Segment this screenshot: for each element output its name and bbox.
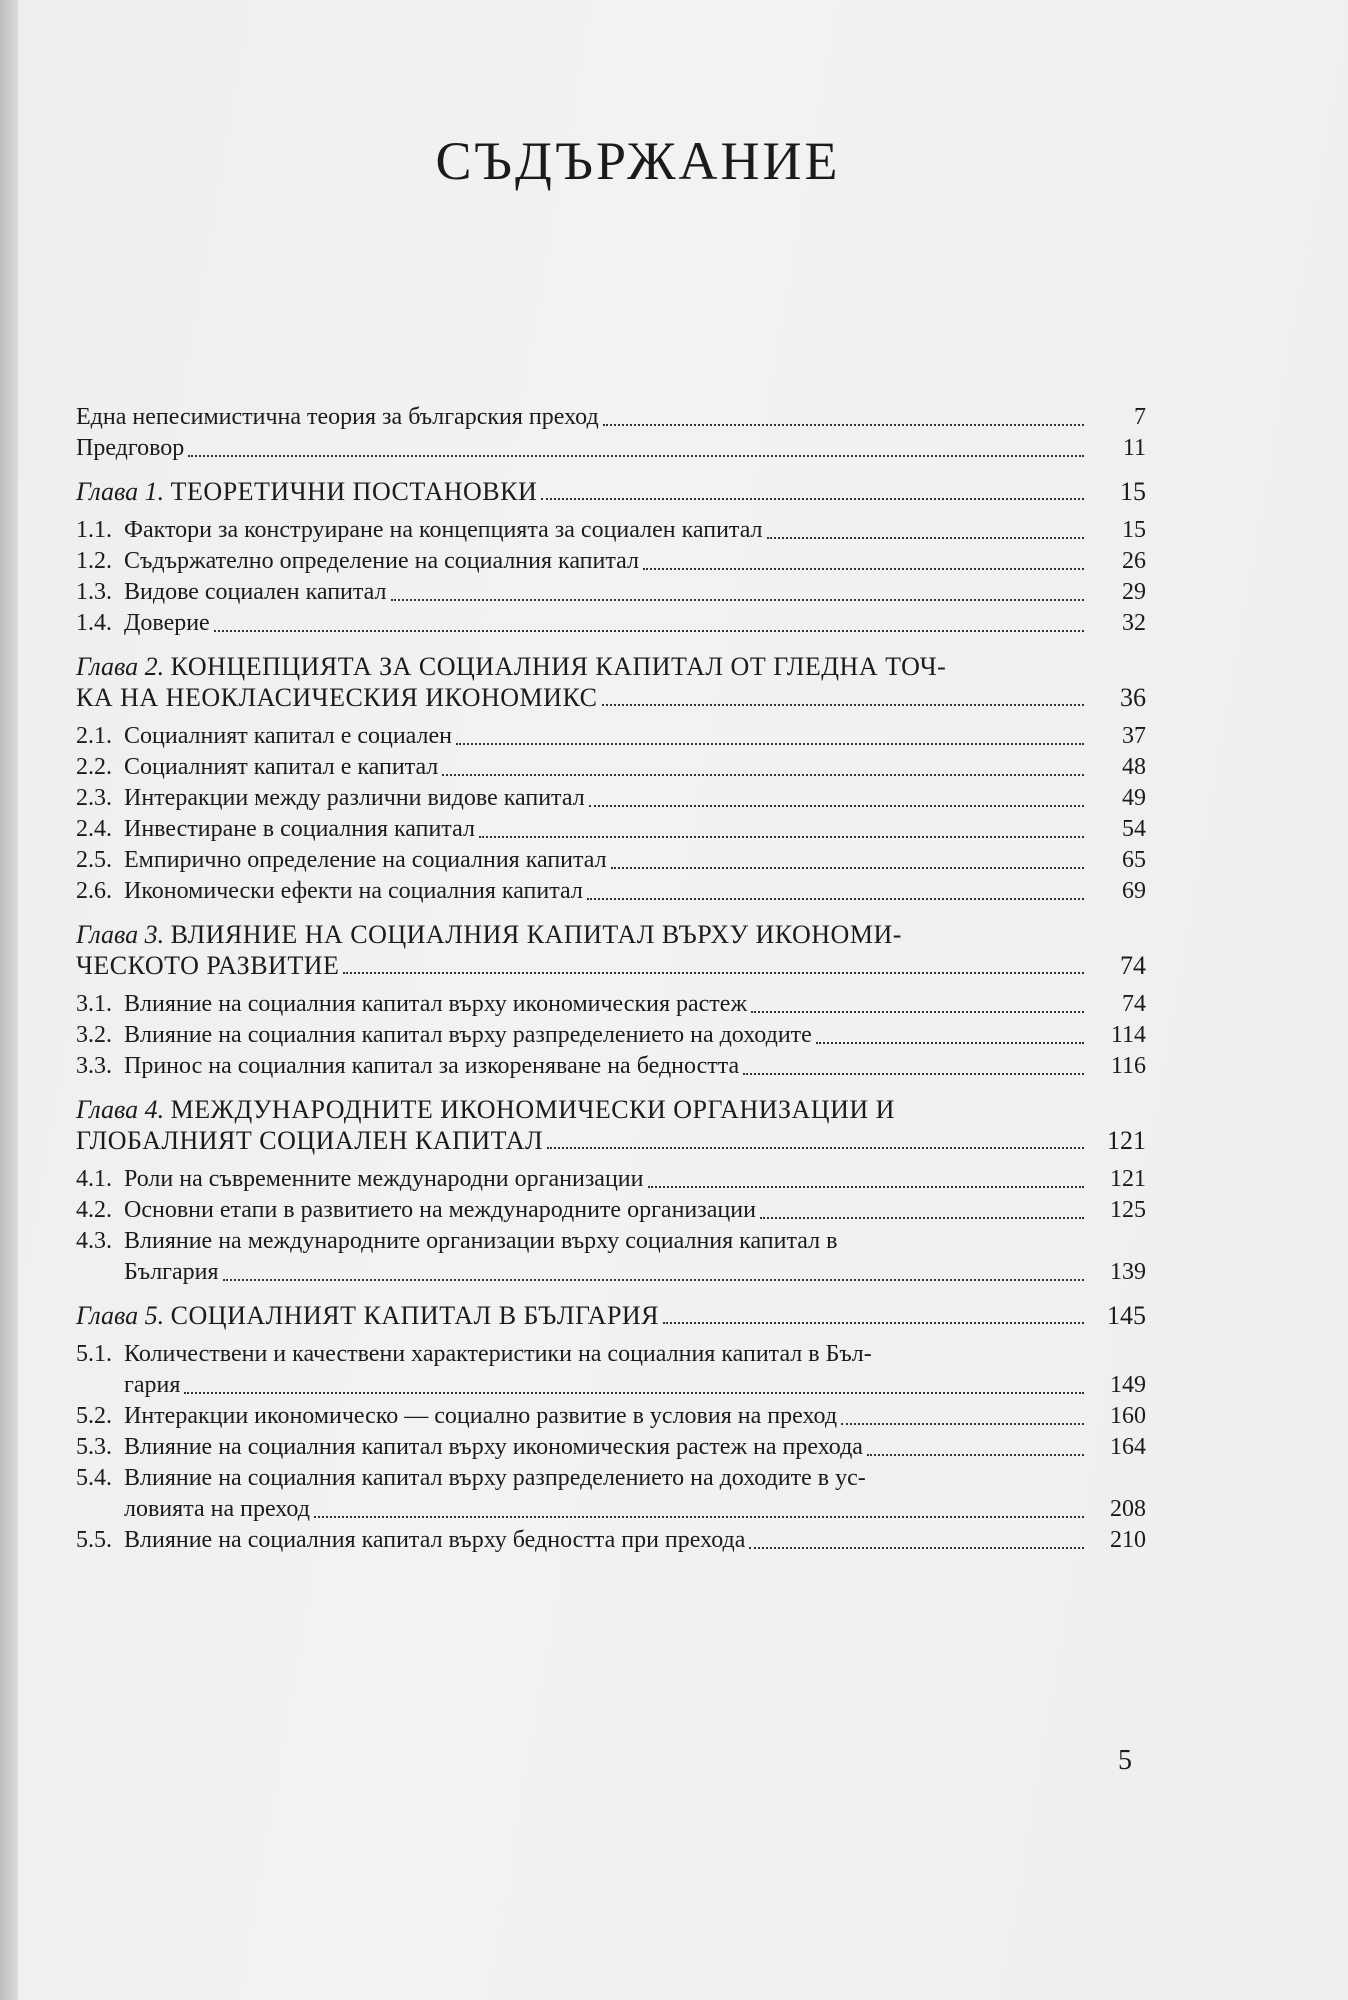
- dot-leader: [643, 568, 1084, 570]
- dot-leader: [442, 774, 1084, 776]
- book-page: [18, 0, 1348, 2000]
- toc-section[interactable]: [76, 1525, 1146, 1556]
- toc-section[interactable]: [76, 1401, 1146, 1432]
- toc-intro-entry[interactable]: [76, 402, 1146, 433]
- section-title: Влияние на социалния капитал върху бедността при прехода: [124, 1527, 746, 1553]
- section-title: Количествени и качествени характеристики на социалния капитал в Бъл-: [124, 1341, 872, 1367]
- section-page: 164: [1110, 1434, 1146, 1460]
- chapter-page: 36: [1120, 683, 1146, 712]
- toc-section[interactable]: [76, 577, 1146, 608]
- section-page: 116: [1110, 1053, 1146, 1079]
- dot-leader: [479, 836, 1084, 838]
- chapter-page: 145: [1107, 1301, 1146, 1330]
- dot-leader: [184, 1392, 1084, 1394]
- section-title: Интеракции между различни видове капитал: [124, 785, 585, 811]
- dot-leader: [589, 805, 1084, 807]
- section-page: 26: [1122, 548, 1146, 574]
- section-title: Видове социален капитал: [124, 579, 387, 605]
- toc-entry-text: Предговор: [76, 435, 185, 461]
- section-page: 15: [1122, 517, 1146, 543]
- section-number: 5.1.: [76, 1341, 112, 1367]
- section-number: 3.1.: [76, 991, 112, 1017]
- section-number: 5.4.: [76, 1465, 112, 1491]
- section-number: 2.5.: [76, 847, 112, 873]
- toc-section[interactable]: [76, 845, 1146, 876]
- section-title: Влияние на международните организации върху социалния капитал в: [124, 1228, 838, 1254]
- chapter-page: 15: [1120, 477, 1146, 506]
- section-page: 139: [1110, 1259, 1146, 1285]
- section-number: 2.3.: [76, 785, 112, 811]
- section-title: Основни етапи в развитието на международните организации: [124, 1197, 756, 1223]
- section-number: 5.3.: [76, 1434, 112, 1460]
- section-number: 4.3.: [76, 1228, 112, 1254]
- dot-leader: [343, 972, 1084, 974]
- chapter-label: Глава 3.: [76, 920, 165, 949]
- section-number: 4.1.: [76, 1166, 112, 1192]
- section-title: Принос на социалния капитал за изкореняване на бедността: [124, 1053, 740, 1079]
- dot-leader: [223, 1279, 1084, 1281]
- section-number: 3.2.: [76, 1022, 112, 1048]
- section-title: Влияние на социалния капитал върху разпределението на доходите в ус-: [124, 1465, 866, 1491]
- chapter-page: 121: [1107, 1126, 1146, 1155]
- dot-leader: [547, 1147, 1084, 1149]
- chapter-title-cont: ГЛОБАЛНИЯТ СОЦИАЛЕН КАПИТАЛ: [76, 1126, 544, 1155]
- section-title: Съдържателно определение на социалния капитал: [124, 548, 639, 574]
- section-page: 125: [1110, 1197, 1146, 1223]
- chapter-sections: [76, 989, 1146, 1082]
- toc-section[interactable]: [76, 1432, 1146, 1463]
- table-of-contents: [76, 402, 1146, 1556]
- toc-section[interactable]: [76, 1339, 1146, 1401]
- dot-leader: [391, 599, 1084, 601]
- section-page: 37: [1122, 723, 1146, 749]
- section-number: 2.4.: [76, 816, 112, 842]
- dot-leader: [743, 1073, 1084, 1075]
- section-number: 1.2.: [76, 548, 112, 574]
- dot-leader: [603, 424, 1084, 426]
- toc-section[interactable]: [76, 752, 1146, 783]
- chapter-sections: [76, 515, 1146, 639]
- toc-entry-page: 11: [1122, 435, 1146, 461]
- section-page: 74: [1122, 991, 1146, 1017]
- dot-leader: [587, 898, 1084, 900]
- dot-leader: [541, 498, 1084, 500]
- toc-section[interactable]: [76, 515, 1146, 546]
- page-edge: [0, 0, 18, 2000]
- section-page: 160: [1110, 1403, 1146, 1429]
- toc-section[interactable]: [76, 989, 1146, 1020]
- toc-section[interactable]: [76, 608, 1146, 639]
- chapter-sections: [76, 1164, 1146, 1288]
- toc-section[interactable]: [76, 721, 1146, 752]
- dot-leader: [749, 1547, 1084, 1549]
- chapter-heading-line1: [76, 1094, 1146, 1125]
- chapter-title: ТЕОРЕТИЧНИ ПОСТАНОВКИ: [170, 477, 538, 506]
- chapter-page: 74: [1120, 951, 1146, 980]
- chapter-title-cont: КА НА НЕОКЛАСИЧЕСКИЯ ИКОНОМИКС: [76, 683, 598, 712]
- section-page: 69: [1122, 878, 1146, 904]
- section-title-cont: гария: [124, 1372, 181, 1398]
- toc-section[interactable]: [76, 814, 1146, 845]
- section-page: 149: [1110, 1372, 1146, 1398]
- section-page: 114: [1110, 1022, 1146, 1048]
- toc-section[interactable]: [76, 1226, 1146, 1288]
- dot-leader: [456, 743, 1084, 745]
- section-number: 2.2.: [76, 754, 112, 780]
- chapter-title: ВЛИЯНИЕ НА СОЦИАЛНИЯ КАПИТАЛ ВЪРХУ ИКОНОМИ-: [170, 920, 902, 949]
- chapter-sections: [76, 1339, 1146, 1556]
- dot-leader: [663, 1322, 1084, 1324]
- dot-leader: [867, 1454, 1084, 1456]
- chapter-sections: [76, 721, 1146, 907]
- toc-chapter[interactable]: [76, 1300, 1146, 1331]
- section-title: Социалният капитал е социален: [124, 723, 453, 749]
- section-title-cont: ловията на преход: [124, 1496, 310, 1522]
- chapter-label: Глава 5.: [76, 1301, 165, 1330]
- toc-section[interactable]: [76, 546, 1146, 577]
- section-title: Влияние на социалния капитал върху разпределението на доходите: [124, 1022, 812, 1048]
- chapter-title-cont: ЧЕСКОТО РАЗВИТИЕ: [76, 951, 340, 980]
- section-page: 210: [1110, 1527, 1146, 1553]
- section-title: Влияние на социалния капитал върху икономическия растеж: [124, 991, 748, 1017]
- section-number: 3.3.: [76, 1053, 112, 1079]
- chapter-label: Глава 2.: [76, 652, 165, 681]
- section-number: 5.5.: [76, 1527, 112, 1553]
- section-page: 29: [1122, 579, 1146, 605]
- toc-section[interactable]: [76, 1164, 1146, 1195]
- section-title: Инвестиране в социалния капитал: [124, 816, 475, 842]
- section-number: 4.2.: [76, 1197, 112, 1223]
- dot-leader: [611, 867, 1084, 869]
- section-page: 208: [1110, 1496, 1146, 1522]
- page-number: 5: [1118, 1745, 1132, 1776]
- section-number: 1.3.: [76, 579, 112, 605]
- chapter-heading-line1: [76, 919, 1146, 950]
- section-title: Интеракции икономическо — социално развитие в условия на преход: [124, 1403, 838, 1429]
- dot-leader: [602, 704, 1085, 706]
- section-number: 1.1.: [76, 517, 112, 543]
- section-page: 121: [1110, 1166, 1146, 1192]
- section-title: Социалният капитал е капитал: [124, 754, 439, 780]
- section-page: 32: [1122, 610, 1146, 636]
- dot-leader: [841, 1423, 1084, 1425]
- section-page: 49: [1122, 785, 1146, 811]
- toc-section[interactable]: [76, 783, 1146, 814]
- dot-leader: [767, 537, 1084, 539]
- section-title: Икономически ефекти на социалния капитал: [124, 878, 583, 904]
- toc-chapter[interactable]: [76, 919, 1146, 981]
- toc-intro-entry[interactable]: [76, 433, 1146, 464]
- section-page: 48: [1122, 754, 1146, 780]
- toc-entry-page: 7: [1134, 404, 1146, 430]
- toc-chapter[interactable]: [76, 1094, 1146, 1156]
- toc-section[interactable]: [76, 876, 1146, 907]
- section-number: 5.2.: [76, 1403, 112, 1429]
- section-title: Фактори за конструиране на концепцията за социален капитал: [124, 517, 763, 543]
- chapter-title: СОЦИАЛНИЯТ КАПИТАЛ В БЪЛГАРИЯ: [170, 1301, 660, 1330]
- dot-leader: [648, 1186, 1085, 1188]
- section-number: 1.4.: [76, 610, 112, 636]
- dot-leader: [214, 630, 1084, 632]
- section-page: 65: [1122, 847, 1146, 873]
- section-title: Емпирично определение на социалния капитал: [124, 847, 607, 873]
- toc-section[interactable]: [76, 1020, 1146, 1051]
- section-page: 54: [1122, 816, 1146, 842]
- section-title: Влияние на социалния капитал върху икономическия растеж на прехода: [124, 1434, 863, 1460]
- dot-leader: [314, 1516, 1084, 1518]
- toc-chapter[interactable]: [76, 476, 1146, 507]
- toc-section[interactable]: [76, 1195, 1146, 1226]
- dot-leader: [816, 1042, 1084, 1044]
- page-title: СЪДЪРЖАНИЕ: [435, 131, 841, 191]
- dot-leader: [751, 1011, 1084, 1013]
- toc-section[interactable]: [76, 1463, 1146, 1525]
- section-number: 2.6.: [76, 878, 112, 904]
- toc-chapter[interactable]: [76, 651, 1146, 713]
- chapter-title: МЕЖДУНАРОДНИТЕ ИКОНОМИЧЕСКИ ОРГАНИЗАЦИИ И: [170, 1095, 895, 1124]
- section-number: 2.1.: [76, 723, 112, 749]
- dot-leader: [760, 1217, 1084, 1219]
- chapter-label: Глава 4.: [76, 1095, 165, 1124]
- chapter-label: Глава 1.: [76, 477, 165, 506]
- section-title: Роли на съвременните международни организации: [124, 1166, 644, 1192]
- section-title: Доверие: [124, 610, 210, 636]
- section-title-cont: България: [124, 1259, 219, 1285]
- chapter-heading-line1: [76, 651, 1146, 682]
- chapter-title: КОНЦЕПЦИЯТА ЗА СОЦИАЛНИЯ КАПИТАЛ ОТ ГЛЕДНА ТОЧ-: [170, 652, 947, 681]
- toc-section[interactable]: [76, 1051, 1146, 1082]
- dot-leader: [188, 455, 1084, 457]
- toc-entry-text: Една непесимистична теория за българския преход: [76, 404, 599, 430]
